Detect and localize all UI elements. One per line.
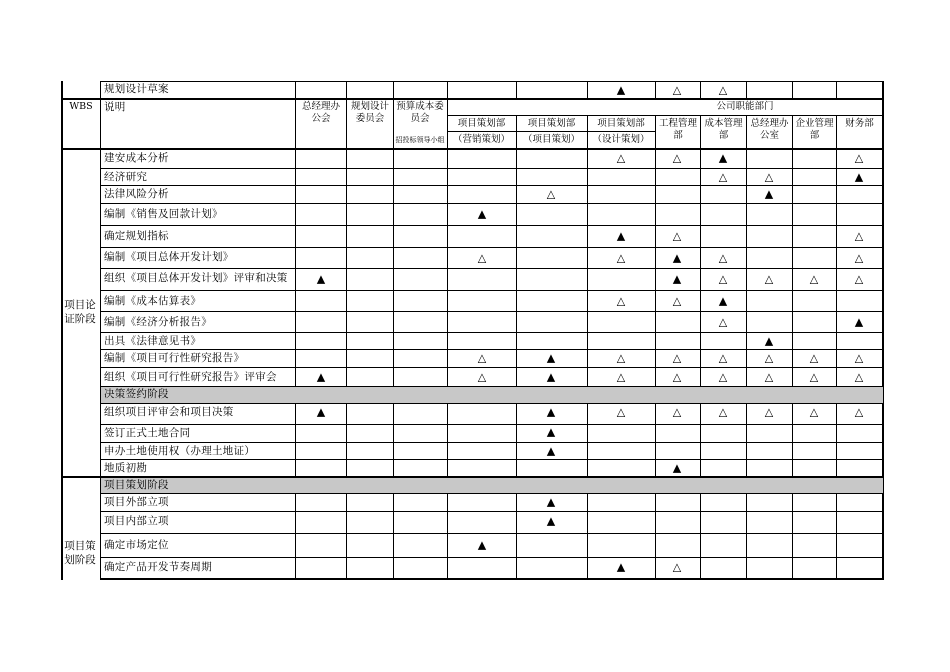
grid-line (61, 81, 63, 580)
primary-mark: ▲ (546, 351, 556, 365)
row-label: 项目外部立项 (104, 496, 169, 508)
secondary-mark: △ (809, 272, 819, 286)
grid-line (346, 81, 347, 580)
secondary-mark: △ (764, 272, 774, 286)
budget-committee-header: 预算成本委员会 (396, 101, 444, 124)
grid-line (447, 131, 655, 132)
primary-mark: ▲ (546, 444, 556, 458)
dept-header-7: 企业管理部 (795, 118, 834, 141)
secondary-mark: △ (764, 405, 774, 419)
grid-line (100, 557, 883, 558)
grid-line (882, 81, 884, 580)
grid-line (61, 148, 884, 150)
secondary-mark: △ (477, 251, 487, 265)
primary-mark: ▲ (854, 315, 864, 329)
primary-mark: ▲ (477, 538, 487, 552)
row-label: 编制《项目总体开发计划》 (104, 251, 234, 263)
secondary-mark: △ (616, 370, 626, 384)
grid-line (100, 268, 883, 269)
grid-line (100, 533, 883, 534)
grid-line (100, 185, 883, 186)
secondary-mark: △ (616, 251, 626, 265)
row-label: 建安成本分析 (104, 152, 169, 164)
primary-mark: ▲ (718, 294, 728, 308)
grid-line (100, 290, 883, 291)
primary-mark: ▲ (764, 187, 774, 201)
grid-line (746, 81, 747, 99)
secondary-mark: △ (854, 370, 864, 384)
grid-line (100, 225, 883, 226)
grid-line (587, 81, 588, 99)
grid-line (516, 81, 517, 99)
grid-line (61, 98, 884, 100)
dept-header-6: 总经理办公室 (750, 118, 789, 141)
secondary-mark: △ (477, 370, 487, 384)
primary-mark: ▲ (672, 251, 682, 265)
secondary-mark: △ (718, 370, 728, 384)
stage-label: 项目策划阶段 (64, 540, 96, 566)
primary-mark: ▲ (616, 83, 626, 97)
grid-line (100, 247, 883, 248)
row-label: 编制《项目可行性研究报告》 (104, 352, 245, 364)
dept-header-1-sub: （营销策划） (452, 134, 510, 145)
row-label: 编制《经济分析报告》 (104, 316, 212, 328)
secondary-mark: △ (616, 351, 626, 365)
secondary-mark: △ (718, 405, 728, 419)
secondary-mark: △ (718, 170, 728, 184)
secondary-mark: △ (672, 405, 682, 419)
desc-header: 说明 (104, 101, 126, 113)
grid-line (100, 81, 101, 580)
section-band (101, 387, 883, 403)
secondary-mark: △ (672, 351, 682, 365)
row-label: 地质初勘 (104, 462, 148, 474)
secondary-mark: △ (616, 151, 626, 165)
row-label: 确定规划指标 (104, 230, 169, 242)
grid-line (792, 81, 793, 99)
primary-mark: ▲ (546, 405, 556, 419)
grid-line (100, 578, 884, 580)
dept-header-2: 项目策划部 (527, 118, 576, 129)
primary-mark: ▲ (477, 207, 487, 221)
row-label: 法律风险分析 (104, 188, 169, 200)
primary-mark: ▲ (316, 272, 326, 286)
secondary-mark: △ (718, 251, 728, 265)
row-label: 签订正式土地合同 (104, 427, 191, 439)
row-label: 组织项目评审会和项目决策 (104, 406, 234, 418)
primary-mark: ▲ (764, 334, 774, 348)
secondary-mark: △ (477, 351, 487, 365)
grid-line (836, 81, 837, 99)
row-label: 确定产品开发节奏周期 (104, 561, 212, 573)
primary-mark: ▲ (546, 514, 556, 528)
secondary-mark: △ (672, 83, 682, 97)
section-band-label: 项目策划阶段 (104, 479, 169, 491)
dept-header-5: 成本管理部 (704, 118, 743, 141)
secondary-mark: △ (764, 351, 774, 365)
secondary-mark: △ (718, 272, 728, 286)
secondary-mark: △ (764, 370, 774, 384)
secondary-mark: △ (854, 229, 864, 243)
wbs-header: WBS (69, 101, 93, 112)
secondary-mark: △ (616, 294, 626, 308)
secondary-mark: △ (809, 405, 819, 419)
grid-line (100, 311, 883, 312)
stage-label: 项目论证阶段 (64, 299, 96, 325)
budget-sub-header: 招投标领导小组 (395, 136, 445, 144)
primary-mark: ▲ (546, 425, 556, 439)
secondary-mark: △ (616, 405, 626, 419)
primary-mark: ▲ (616, 229, 626, 243)
secondary-mark: △ (764, 170, 774, 184)
primary-mark: ▲ (546, 370, 556, 384)
dept-header-3: 项目策划部 (597, 118, 645, 129)
primary-mark: ▲ (854, 170, 864, 184)
dept-header-3-sub: （设计策划） (592, 134, 650, 145)
secondary-mark: △ (854, 251, 864, 265)
secondary-mark: △ (546, 187, 556, 201)
grid-line (100, 403, 883, 404)
secondary-mark: △ (672, 560, 682, 574)
secondary-mark: △ (854, 405, 864, 419)
primary-mark: ▲ (672, 272, 682, 286)
dept-group-header: 公司职能部门 (716, 101, 774, 112)
grid-line (393, 81, 394, 580)
grid-line (100, 332, 883, 333)
secondary-mark: △ (718, 315, 728, 329)
grid-line (100, 511, 883, 512)
grid-line (100, 168, 883, 169)
secondary-mark: △ (672, 294, 682, 308)
grid-line (100, 81, 883, 82)
secondary-mark: △ (809, 351, 819, 365)
section-band (101, 478, 883, 493)
grid-line (295, 81, 296, 580)
row-label: 确定市场定位 (104, 539, 169, 551)
row-label: 编制《销售及回款计划》 (104, 208, 223, 220)
primary-mark: ▲ (672, 461, 682, 475)
grid-line (700, 81, 701, 99)
secondary-mark: △ (809, 370, 819, 384)
row-label: 项目内部立项 (104, 515, 169, 527)
row-label: 组织《项目总体开发计划》评审和决策 (104, 272, 288, 284)
primary-mark: ▲ (316, 405, 326, 419)
row-label: 出具《法律意见书》 (104, 335, 202, 347)
section-band-label: 决策签约阶段 (104, 388, 169, 400)
grid-line (100, 424, 883, 425)
secondary-mark: △ (672, 370, 682, 384)
secondary-mark: △ (718, 83, 728, 97)
grid-line (100, 203, 883, 204)
secondary-mark: △ (854, 351, 864, 365)
gm-meeting-header: 总经理办公会 (301, 101, 340, 124)
row-label: 编制《成本估算表》 (104, 295, 202, 307)
secondary-mark: △ (854, 272, 864, 286)
primary-mark: ▲ (546, 495, 556, 509)
row-label: 组织《项目可行性研究报告》评审会 (104, 371, 277, 383)
grid-line (100, 493, 883, 494)
secondary-mark: △ (854, 151, 864, 165)
grid-line (100, 367, 883, 368)
plan-committee-header: 规划设计委员会 (350, 101, 389, 124)
grid-line (100, 459, 883, 460)
primary-mark: ▲ (616, 560, 626, 574)
grid-line (655, 81, 656, 99)
top-row-label: 规划设计草案 (104, 83, 169, 95)
grid-line (100, 442, 883, 443)
grid-line (100, 349, 883, 350)
grid-line (447, 115, 883, 116)
primary-mark: ▲ (718, 151, 728, 165)
secondary-mark: △ (672, 229, 682, 243)
primary-mark: ▲ (316, 370, 326, 384)
row-label: 申办土地使用权（办理土地证） (104, 445, 256, 457)
secondary-mark: △ (718, 351, 728, 365)
dept-header-1: 项目策划部 (457, 118, 506, 129)
dept-header-2-sub: （项目策划） (522, 134, 580, 145)
grid-line (447, 81, 448, 580)
dept-header-8: 财务部 (845, 118, 874, 129)
row-label: 经济研究 (104, 171, 148, 183)
secondary-mark: △ (672, 151, 682, 165)
dept-header-4: 工程管理部 (658, 118, 697, 141)
